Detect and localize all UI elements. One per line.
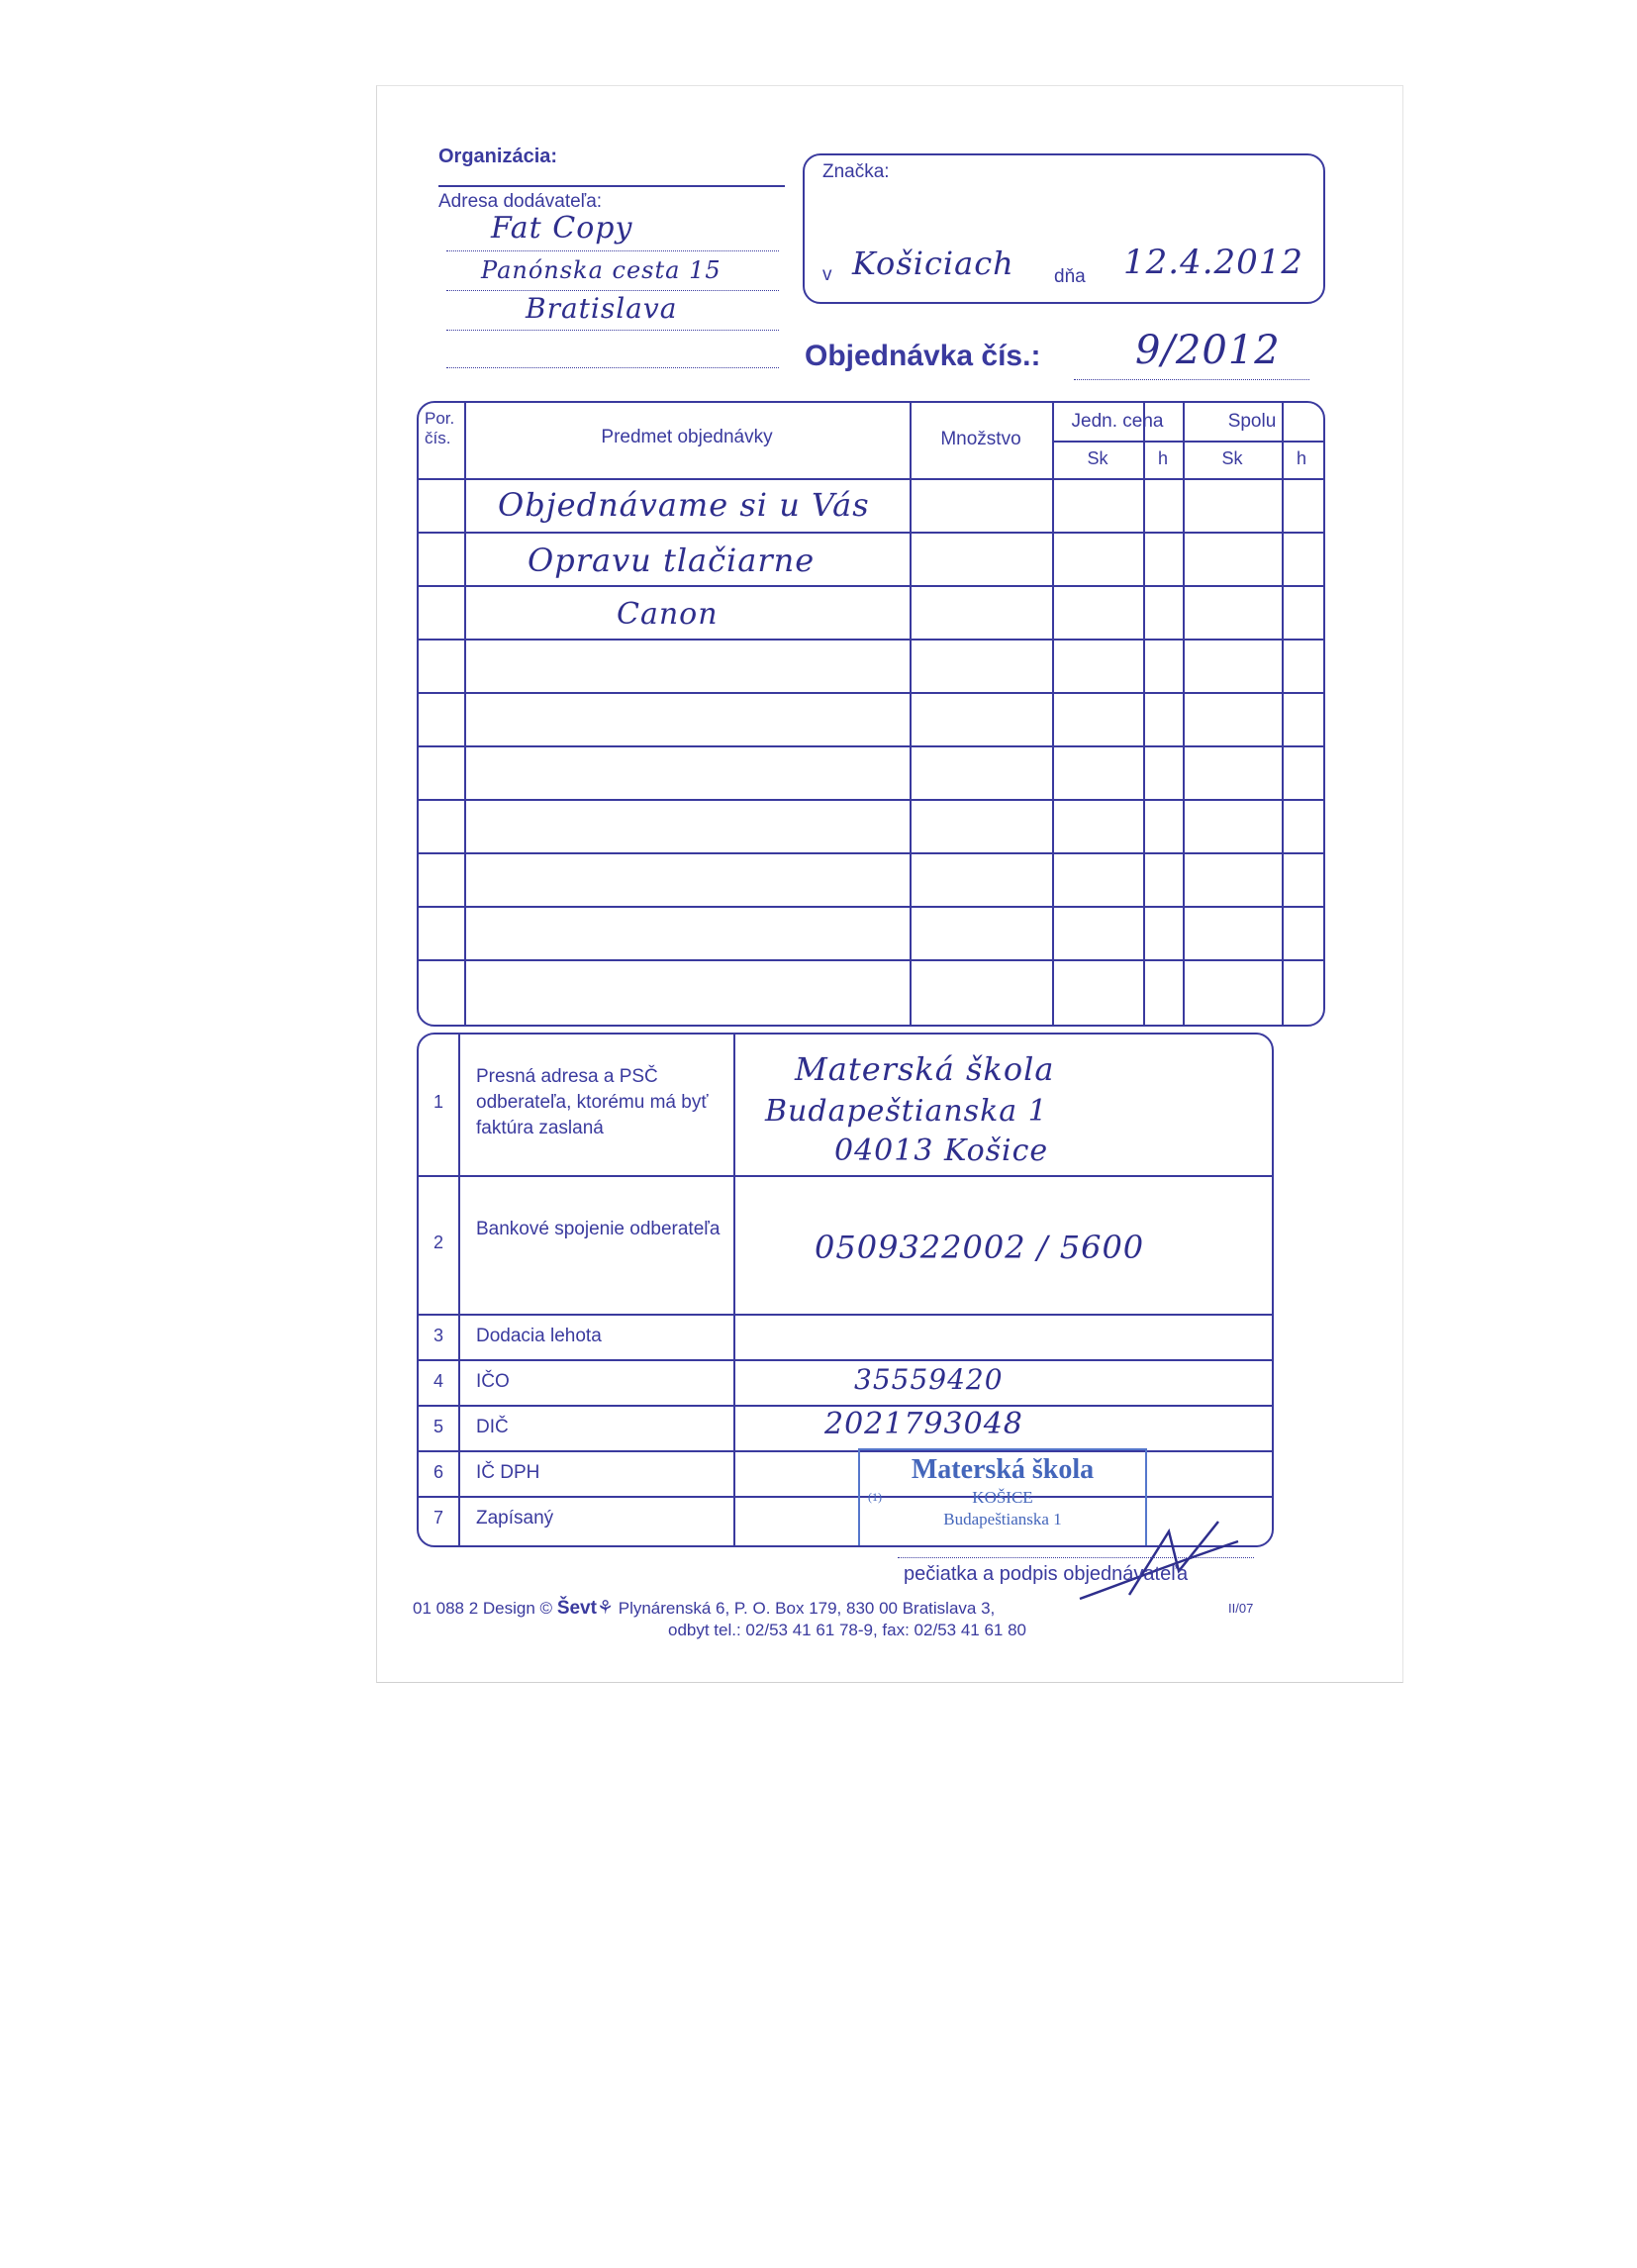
detail-number: 3 bbox=[433, 1326, 443, 1345]
col-divider bbox=[464, 403, 466, 1025]
signature-dots bbox=[898, 1557, 1254, 1558]
detail-number: 6 bbox=[433, 1462, 443, 1482]
subheader-line bbox=[1052, 441, 1323, 443]
col-header-por: Por. čís. bbox=[425, 409, 455, 447]
detail-number: 1 bbox=[433, 1092, 443, 1112]
item-line-3: Canon bbox=[617, 597, 719, 632]
details-row-line bbox=[419, 1175, 1272, 1177]
stamp-line-1: Materská škola bbox=[911, 1454, 1095, 1485]
date-value: 12.4.2012 bbox=[1123, 243, 1304, 282]
sub-header-sk: Sk bbox=[1221, 448, 1243, 468]
detail-value-address-3: 04013 Košice bbox=[834, 1134, 1049, 1168]
supplier-name: Fat Copy bbox=[491, 211, 633, 246]
detail-label-invoice-address: Presná adresa a PSČ odberateľa, ktorému má byť faktúra zaslaná bbox=[476, 1066, 709, 1138]
detail-value-ico: 35559420 bbox=[854, 1363, 1004, 1396]
order-number-value: 9/2012 bbox=[1135, 328, 1281, 373]
detail-label-delivery: Dodacia lehota bbox=[476, 1326, 602, 1346]
detail-value-address-1: Materská škola bbox=[795, 1050, 1055, 1088]
footer-code: II/07 bbox=[1228, 1601, 1254, 1616]
row-line bbox=[419, 745, 1323, 747]
supplier-city: Bratislava bbox=[526, 292, 678, 325]
organization-underline bbox=[438, 185, 785, 187]
items-table bbox=[417, 401, 1325, 1027]
details-col-divider bbox=[733, 1035, 735, 1545]
sub-header-h: h bbox=[1157, 448, 1168, 468]
row-line bbox=[419, 478, 1323, 480]
col-divider bbox=[1052, 403, 1054, 1025]
row-line bbox=[419, 532, 1323, 534]
place-value: Košiciach bbox=[852, 245, 1014, 282]
footer-design: 01 088 2 Design © bbox=[413, 1599, 553, 1618]
row-line bbox=[419, 692, 1323, 694]
row-line bbox=[419, 852, 1323, 854]
footer-brand: Ševt bbox=[556, 1598, 597, 1619]
detail-label-registered: Zapísaný bbox=[476, 1508, 554, 1528]
detail-number: 5 bbox=[433, 1417, 443, 1436]
col-divider bbox=[1183, 403, 1185, 1025]
col-header-quantity: Množstvo bbox=[940, 429, 1021, 449]
supplier-address-label: Adresa dodávateľa: bbox=[438, 191, 603, 212]
col-divider bbox=[1282, 403, 1284, 1025]
footer-address: Plynárenská 6, P. O. Box 179, 830 00 Bratislava 3, bbox=[618, 1599, 996, 1618]
detail-label-bank: Bankové spojenie odberateľa bbox=[476, 1219, 721, 1239]
organization-label: Organizácia: bbox=[438, 146, 558, 167]
supplier-line-2-dots bbox=[446, 290, 779, 291]
detail-number: 2 bbox=[433, 1233, 443, 1252]
detail-label-ic-dph: IČ DPH bbox=[476, 1462, 540, 1483]
supplier-street: Panónska cesta 15 bbox=[481, 256, 722, 284]
supplier-line-4-dots bbox=[446, 367, 779, 368]
row-line bbox=[419, 639, 1323, 641]
item-line-1: Objednávame si u Vás bbox=[498, 486, 870, 524]
detail-value-bank: 0509322002 / 5600 bbox=[815, 1229, 1145, 1266]
details-row-line bbox=[419, 1314, 1272, 1316]
date-label: dňa bbox=[1054, 266, 1086, 287]
footer-line-1 bbox=[413, 1597, 995, 1620]
v-label: v bbox=[822, 264, 832, 285]
stamp-line-3: Budapeštianska 1 bbox=[943, 1510, 1062, 1528]
sub-header-sk: Sk bbox=[1087, 448, 1108, 468]
item-line-2: Opravu tlačiarne bbox=[528, 542, 816, 579]
row-line bbox=[419, 959, 1323, 961]
detail-label-dic: DIČ bbox=[476, 1417, 509, 1437]
order-form-sheet bbox=[376, 85, 1403, 1683]
detail-number: 7 bbox=[433, 1508, 443, 1528]
znacka-box bbox=[803, 153, 1325, 304]
detail-value-dic: 2021793048 bbox=[824, 1407, 1023, 1441]
order-number-dots bbox=[1074, 379, 1309, 380]
row-line bbox=[419, 906, 1323, 908]
col-divider bbox=[910, 403, 912, 1025]
details-row-line bbox=[419, 1359, 1272, 1361]
detail-value-address-2: Budapeštianska 1 bbox=[765, 1094, 1048, 1129]
sub-header-h: h bbox=[1296, 448, 1306, 468]
supplier-line-1-dots bbox=[446, 250, 779, 251]
signature-mark bbox=[1070, 1512, 1248, 1611]
details-table bbox=[417, 1033, 1274, 1547]
stamp-line-2: KOŠICE bbox=[972, 1488, 1033, 1507]
footer-phone: odbyt tel.: 02/53 41 61 78-9, fax: 02/53 41 61 80 bbox=[668, 1621, 1026, 1639]
znacka-label: Značka: bbox=[822, 161, 890, 182]
supplier-line-3-dots bbox=[446, 330, 779, 331]
stamp-mark: (1) bbox=[868, 1490, 882, 1504]
row-line bbox=[419, 585, 1323, 587]
signature-label: pečiatka a podpis objednávateľa bbox=[904, 1563, 1189, 1585]
col-header-subject: Predmet objednávky bbox=[601, 427, 773, 447]
detail-number: 4 bbox=[433, 1371, 443, 1391]
detail-label-ico: IČO bbox=[476, 1371, 510, 1392]
col-header-total: Spolu bbox=[1227, 411, 1277, 432]
row-line bbox=[419, 799, 1323, 801]
order-number-label: Objednávka čís.: bbox=[805, 340, 1041, 372]
col-divider bbox=[1143, 403, 1145, 1025]
col-header-unit-price: Jedn. cena bbox=[1071, 411, 1164, 432]
details-col-divider bbox=[458, 1035, 460, 1545]
brand-logo-icon: ⚘ bbox=[596, 1598, 614, 1619]
